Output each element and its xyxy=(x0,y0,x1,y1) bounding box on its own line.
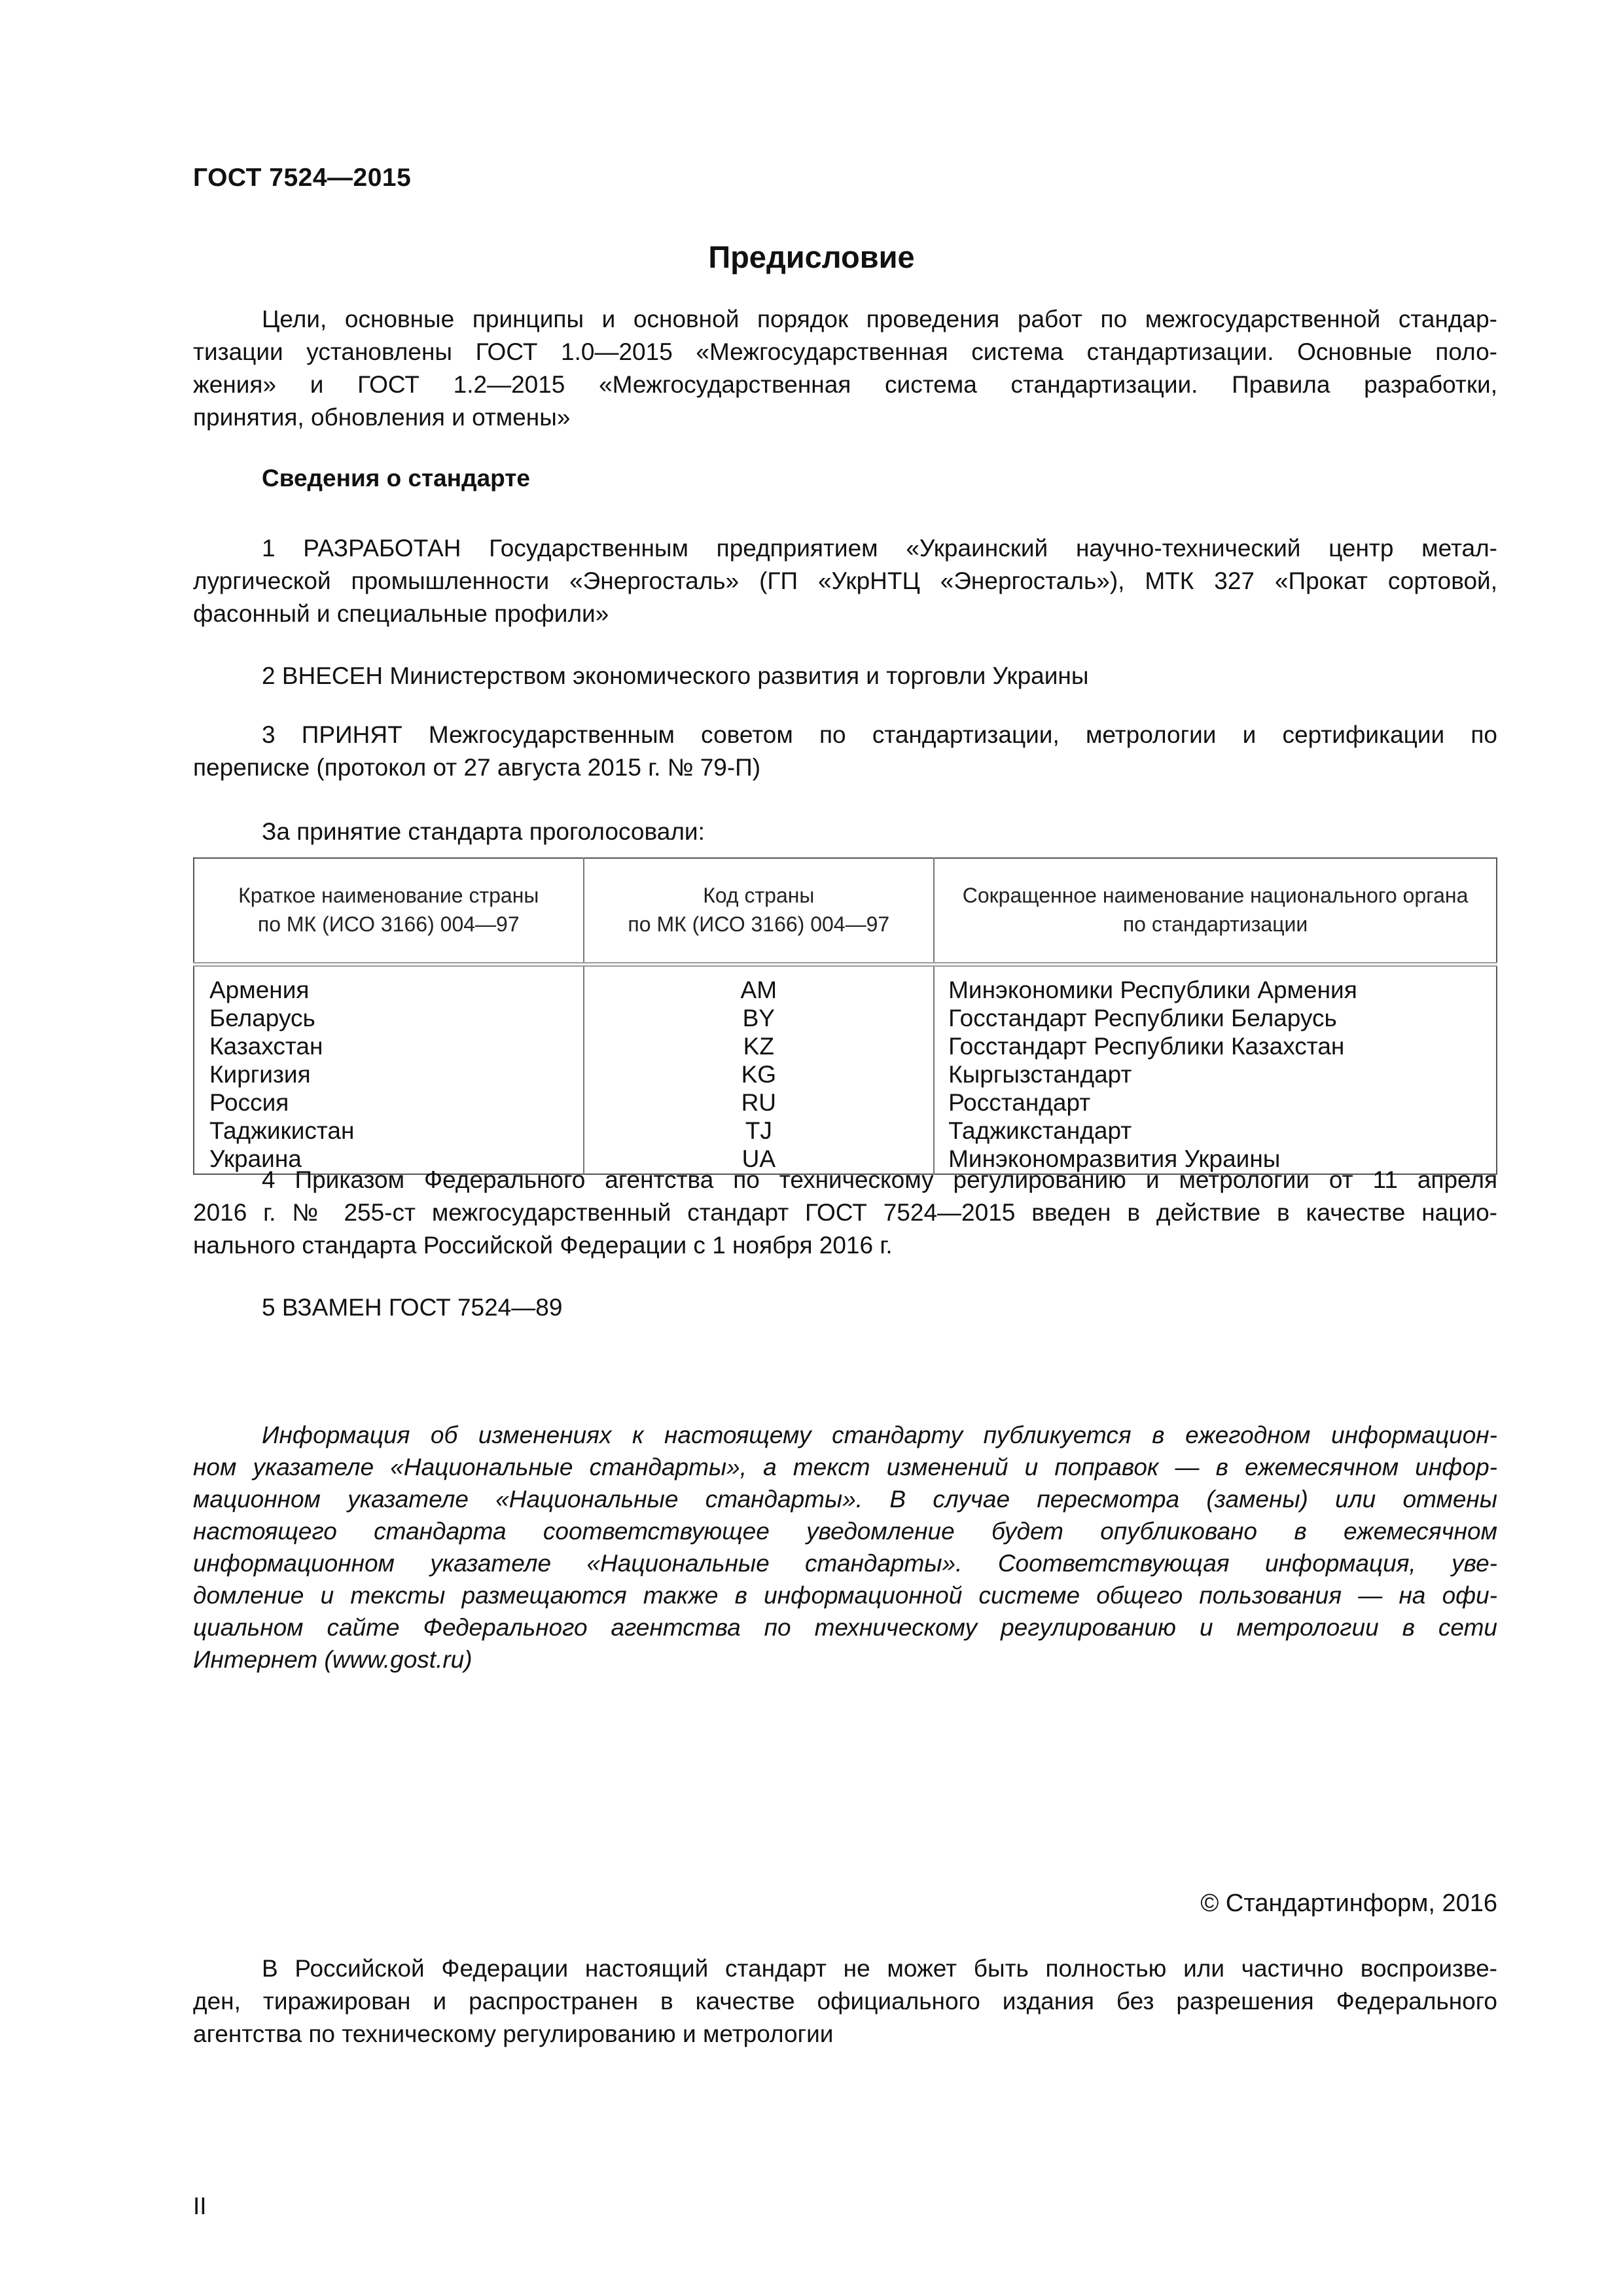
info-notice-line: настоящего стандарта соответствующее уведомление будет опубликовано в ежемесячном xyxy=(193,1518,1497,1545)
national-body: Минэкономики Республики Армения xyxy=(948,977,1357,1003)
country-name: Украина xyxy=(209,1145,302,1172)
copyright: © Стандартинформ, 2016 xyxy=(1200,1890,1497,1917)
item-4-line: нального стандарта Российской Федерации с 1 ноября 2016 г. xyxy=(193,1232,893,1259)
intro-line: принятия, обновления и отмены» xyxy=(193,404,571,431)
national-body: Минэкономразвития Украины xyxy=(948,1145,1281,1172)
info-notice-line: информационном указателе «Национальные стандарты». Соответствующая информация, уве- xyxy=(193,1550,1497,1577)
header-country-name xyxy=(194,858,584,965)
country-code: RU xyxy=(741,1089,777,1116)
national-body: Росстандарт xyxy=(948,1089,1091,1116)
item-4-line: 2016 г. № 255-ст межгосударственный стандарт ГОСТ 7524—2015 введен в действие в качестве нацио- xyxy=(193,1199,1497,1226)
item-3-line: 3 ПРИНЯТ Межгосударственным советом по стандартизации, метрологии и сертификации по xyxy=(262,721,1497,748)
country-name: Таджикистан xyxy=(209,1117,355,1144)
country-codes-column xyxy=(584,965,935,1175)
national-body: Госстандарт Республики Беларусь xyxy=(948,1005,1337,1031)
legal-notice-line: ден, тиражирован и распространен в качестве официального издания без разрешения Федерального xyxy=(193,1988,1497,2015)
votes-table xyxy=(193,857,1497,1175)
country-code: AM xyxy=(740,977,777,1003)
header-line: Краткое наименование страны xyxy=(238,884,539,907)
country-name: Россия xyxy=(209,1089,289,1116)
table-header-row xyxy=(194,858,1497,965)
info-notice-line: Информация об изменениях к настоящему стандарту публикуется в ежегодном информацион- xyxy=(262,1422,1497,1448)
item-2-submitted: 2 ВНЕСЕН Министерством экономического развития и торговли Украины xyxy=(262,662,1089,689)
header-line: по МК (ИСО 3166) 004—97 xyxy=(257,912,520,936)
item-5-replaces: 5 ВЗАМЕН ГОСТ 7524—89 xyxy=(262,1294,563,1321)
item-4-line: 4 Приказом Федерального агентства по техническому регулированию и метрологии от 11 апреля xyxy=(262,1166,1497,1193)
section-heading: Сведения о стандарте xyxy=(262,465,530,492)
info-notice-line: домление и тексты размещаются также в информационной системе общего пользования — на офи- xyxy=(193,1582,1497,1609)
national-bodies-column xyxy=(934,965,1497,1175)
header-line: Код страны xyxy=(703,884,815,907)
item-1-line: лургической промышленности «Энергосталь» (ГП «УкрНТЦ «Энергосталь»), МТК 327 «Прокат сортовой, xyxy=(193,567,1497,594)
header-country-code xyxy=(584,858,935,965)
country-code: UA xyxy=(741,1145,776,1172)
info-notice-line: ном указателе «Национальные стандарты», а текст изменений и поправок — в ежемесячном инфор- xyxy=(193,1454,1497,1480)
intro-line: Цели, основные принципы и основной порядок проведения работ по межгосударственной стандар- xyxy=(262,306,1497,332)
standard-number-header: ГОСТ 7524—2015 xyxy=(193,164,412,192)
item-1-line: 1 РАЗРАБОТАН Государственным предприятием «Украинский научно-технический центр метал- xyxy=(262,535,1497,562)
legal-notice-line: агентства по техническому регулированию и метрологии xyxy=(193,2020,834,2047)
page-title: Предисловие xyxy=(708,240,915,274)
country-code: KG xyxy=(741,1061,777,1088)
national-body: Госстандарт Республики Казахстан xyxy=(948,1033,1345,1060)
item-3-line: переписке (протокол от 27 августа 2015 г. № 79-П) xyxy=(193,754,761,781)
votes-intro: За принятие стандарта проголосовали: xyxy=(262,818,705,845)
header-national-body xyxy=(934,858,1497,965)
info-notice-line: мационном указателе «Национальные стандарты». В случае пересмотра (замены) или отмены xyxy=(193,1486,1497,1513)
country-code: KZ xyxy=(743,1033,774,1060)
country-name: Армения xyxy=(209,977,310,1003)
info-notice-line: циальном сайте Федерального агентства по техническому регулированию и метрологии в сети xyxy=(193,1614,1497,1641)
intro-line: жения» и ГОСТ 1.2—2015 «Межгосударственная система стандартизации. Правила разработки, xyxy=(193,371,1497,398)
item-1-line: фасонный и специальные профили» xyxy=(193,600,609,627)
header-line: по МК (ИСО 3166) 004—97 xyxy=(628,912,890,936)
header-line: Сокращенное наименование национального органа xyxy=(962,884,1469,907)
country-code: TJ xyxy=(745,1117,772,1144)
country-code: BY xyxy=(742,1005,775,1031)
country-name: Киргизия xyxy=(209,1061,311,1088)
table-body-row xyxy=(194,965,1497,1175)
country-name: Казахстан xyxy=(209,1033,323,1060)
legal-notice-line: В Российской Федерации настоящий стандарт не может быть полностью или частично воспроизве- xyxy=(262,1955,1497,1982)
country-name: Беларусь xyxy=(209,1005,315,1031)
page-number: II xyxy=(193,2193,207,2219)
header-line: по стандартизации xyxy=(1122,912,1308,936)
national-body: Таджикстандарт xyxy=(948,1117,1132,1144)
intro-line: тизации установлены ГОСТ 1.0—2015 «Межгосударственная система стандартизации. Основные поло- xyxy=(193,338,1497,365)
country-names-column xyxy=(194,965,584,1175)
info-notice-line: Интернет (www.gost.ru) xyxy=(193,1646,473,1673)
national-body: Кыргызстандарт xyxy=(948,1061,1132,1088)
